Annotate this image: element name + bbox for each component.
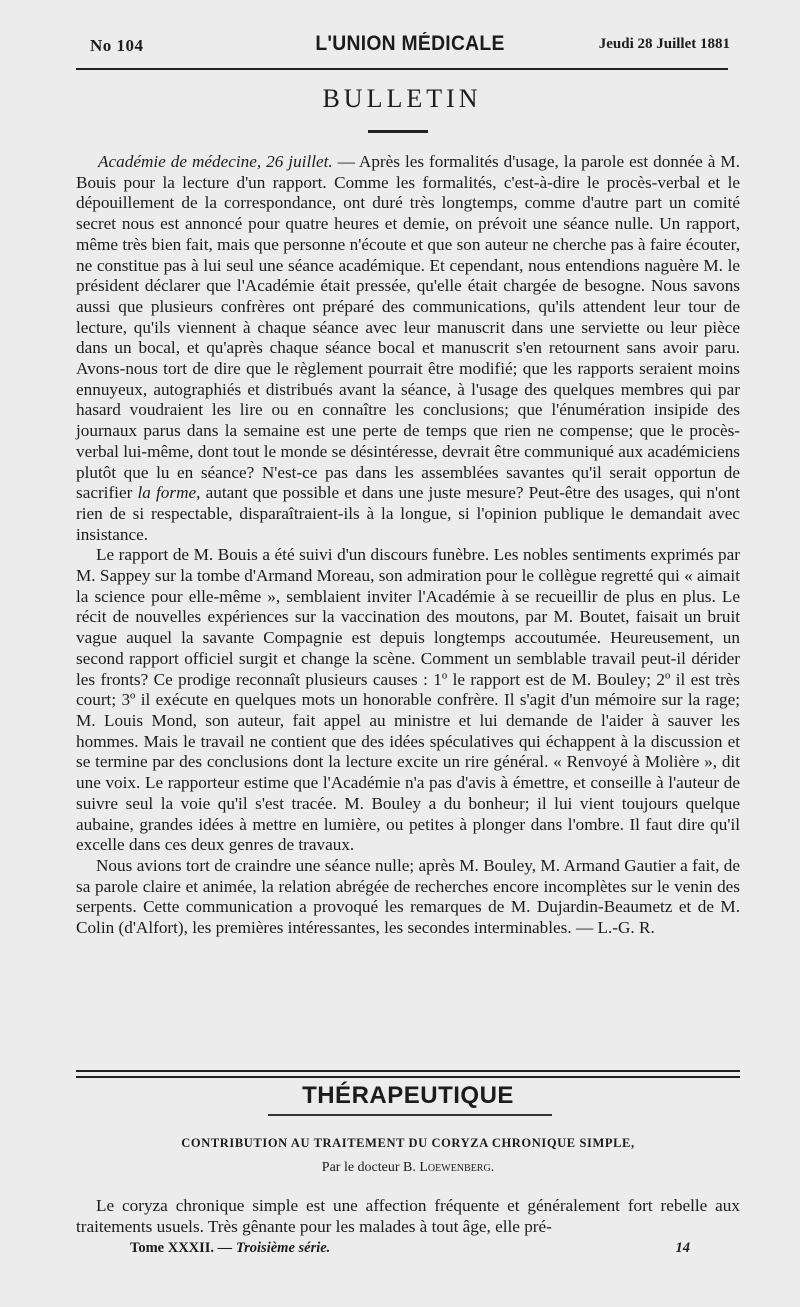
header-rule [76,68,728,70]
issue-date: Jeudi 28 Juillet 1881 [598,36,730,52]
bulletin-paragraph-3: Nous avions tort de craindre une séance nulle; après M. Bouley, M. Armand Gautier a fait, de sa parole claire et animée, la relation abrégée de recherches encore incomplètes sur le venin des serpents. Cette communication a provoqué les remarques de M. Dujardin-Beaumetz et de M. Colin (d'Alfort), les premières intéressantes, les secondes interminables. — L.-G. R. [76,855,740,938]
byline-prefix: Par le docteur B. [321,1160,420,1175]
byline-author: Loewenberg. [419,1160,495,1175]
bulletin-lead: Académie de médecine, [98,152,262,171]
bulletin-paragraph-2: Le rapport de M. Bouis a été suivi d'un discours funèbre. Les nobles sentiments exprimés par M. Sappey sur la tombe d'Armand Moreau, son admiration pour le collègue regretté qui « aimait la science pour elle-même », semblaient inviter l'Académie à se recueillir de plus en plus. Le récit de nouvelles expériences sur la vaccination des moutons, par M. Boutet, faisait un bruit vague auquel la savante Compagnie est depuis longtemps accoutumée. Heureusement, un second rapport officiel surgit et change la scène. Comment un semblable travail peut-il dérider les fronts? Ce prodige reconnaît plusieurs causes : 1º le rapport est de M. Bouley; 2º il est très court; 3º il exécute en quelques mots un honorable confrère. Il s'agit d'un mémoire sur la rage; M. Louis Mond, son auteur, fait appel au ministre et lui demande de l'aider à sauver les hommes. Mais le travail ne contient que des idées spéculatives qui échappent à la discussion et se termine par des conclusions dont la lecture excite un rire général. « Renvoyé à Molière », dit une voix. Le rapporteur estime que l'Académie n'a pas d'avis à émettre, et conseille à l'auteur de suivre seul la voie qu'il s'est tracée. M. Bouley a du bonheur; il lui vient toujours quelque aubaine, grandes idées à mettre en lumière, ou petites à plonger dans l'ombre. Il faut dire qu'il excelle dans ces deux genres de travaux. [76,545,740,855]
journal-title: L'UNION MÉDICALE [315,32,505,55]
article-body [76,1195,740,1237]
footer-signature: 14 [675,1240,690,1256]
footer-series: Troisième série. [235,1240,331,1256]
running-head [90,30,730,60]
section-divider [76,1070,740,1078]
page-footer [130,1240,690,1262]
therapeutique-rule [268,1114,552,1116]
footer-tome-label: Tome XXXII. — [130,1240,236,1256]
therapeutique-title: THÉRAPEUTIQUE [302,1082,514,1109]
footer-tome [130,1240,330,1257]
bulletin-paragraph-1 [76,152,740,545]
bulletin-body [76,152,740,939]
bulletin-paragraph-1-italic: la forme [137,483,197,503]
section-title: BULLETIN [322,84,482,113]
bulletin-paragraph-1-tail: , autant que possible et dans une juste mesure? Peut-être des usages, qui n'ont rien de si respectable, disparaîtraient-ils à la longue, si l'opinion publique le demandait avec insistance. [76,483,741,544]
article-paragraph: Le coryza chronique simple est une affection fréquente et généralement fort rebelle aux traitements usuels. Très gênante pour les malades à tout âge, elle pré- [76,1196,740,1236]
issue-number: No 104 [90,36,144,55]
section-title-rule [368,130,428,133]
bulletin-lead-date: 26 juillet. [266,152,333,171]
article-byline [76,1160,740,1176]
article-title: CONTRIBUTION AU TRAITEMENT DU CORYZA CHRONIQUE SIMPLE, [181,1136,635,1150]
bulletin-paragraph-1-text: — Après les formalités d'usage, la parole est donnée à M. Bouis pour la lecture d'un rapport. Comme les formalités, c'est-à-dire le procès-verbal et le dépouillement de la correspondance, ont duré très longtemps, comme d'autre part un comité secret nous est annoncé pour quatre heures et demie, on prévoit une séance nulle. Un rapport, même très bien fait, mais que personne n'écoute et que son auteur ne cherche pas à faire écouter, ne constitue pas à lui seul une séance académique. Et cependant, nous entendions naguère M. le président déclarer que l'Académie était pressée, qu'elle était chargée de besogne. Nous savons aussi que plusieurs confrères ont préparé des communications, qu'ils attendent leur tour de lecture, qu'ils viennent à chaque séance avec leur manuscrit dans une serviette ou leur pièce dans un bocal, et qu'après chaque séance bocal et manuscrit s'en retournent sans avoir paru. Avons-nous tort de dire que le règlement pourrait être modifié; que les rapports seraient moins ennuyeux, autographiés et distribués avant la séance, à l'usage des quelques membres qui par hasard voudraient les lire ou en connaître les conclusions; que l'énumération insipide des journaux parus dans la semaine est une perte de temps que rien ne compense; que le procès-verbal lui-même, dont tout le monde se désintéresse, devrait être communiqué aux académiciens plutôt que lu en séance? N'est-ce pas dans les assemblées savantes qu'il serait opportun de sacrifier [76,152,740,503]
